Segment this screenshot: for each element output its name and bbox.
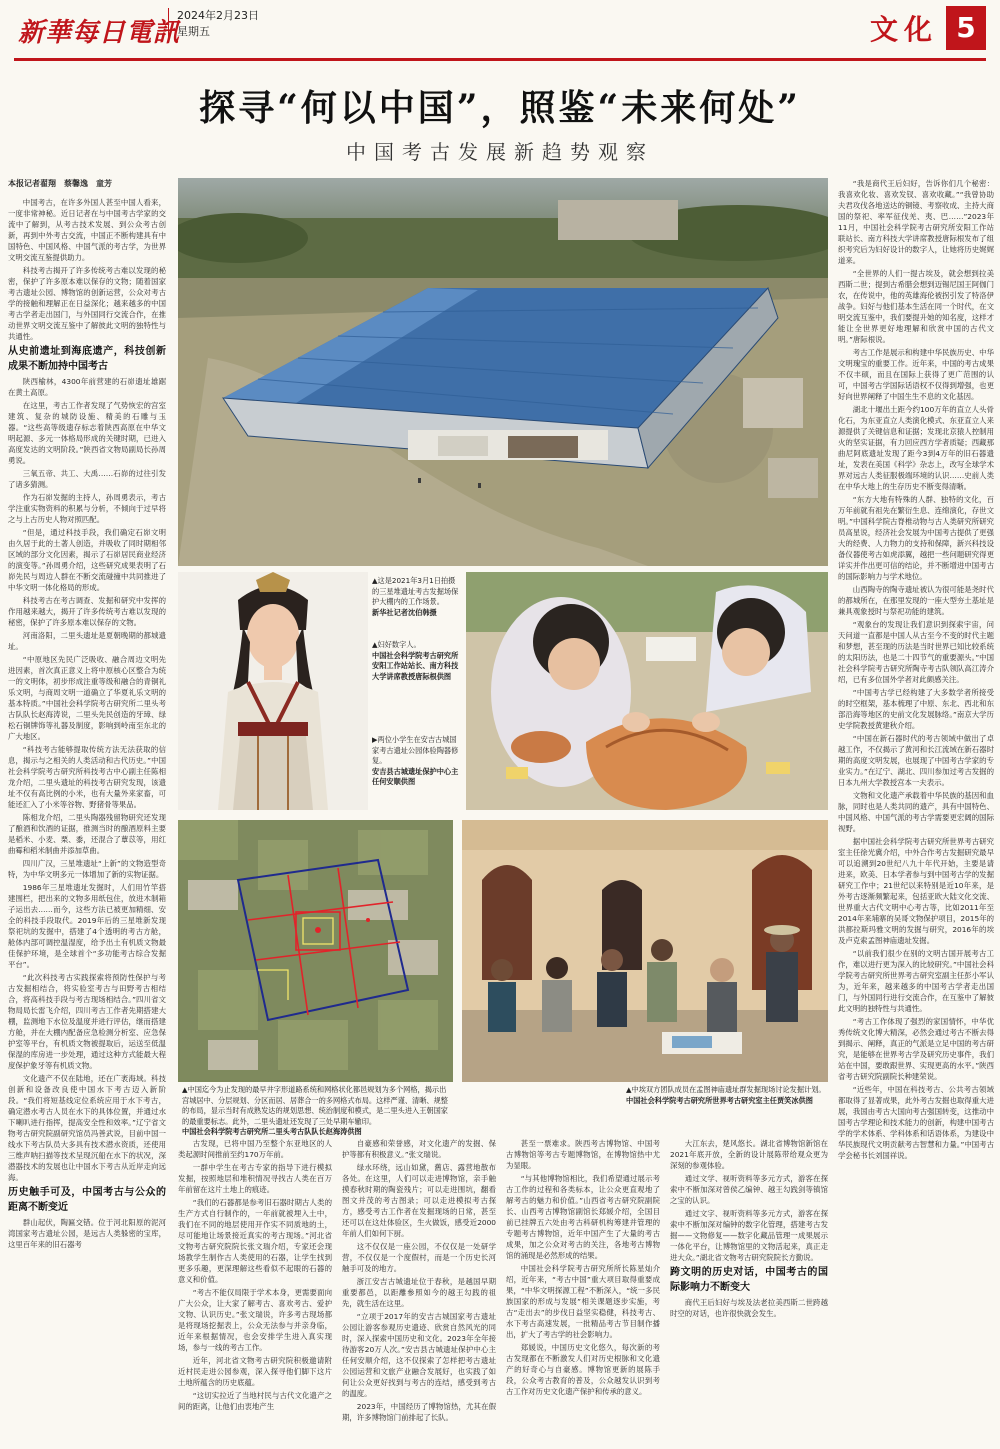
paragraph: 在这里，考古工作者发现了气势恢宏的宫室建筑、复杂的城防设施、精美的石雕与玉器。“这些高等级遗存标志着陕西高原在中华文明起源、多元一体格局形成的关键时期，已进入高度发达的文明阶段。”陕西省文物局副局长孙周勇说。 — [8, 401, 166, 465]
paragraph: 作为石峁发掘的主持人，孙周勇表示，考古学注重实物资料的积累与分析，不倾向于过早将之与上古历史人物对照匹配。 — [8, 493, 166, 524]
paragraph: “这切实拉近了当地村民与古代文化遗产之间的距离，让他们由衷地产生 — [178, 1391, 332, 1411]
paragraph: 古发现，已将中国乃至整个东亚地区的人类起源时间推前至约170万年前。 — [178, 1139, 332, 1159]
paragraph: 陈相龙介绍，二里头陶器残留物研究还发现了酿酒和饮酒的证据，推测当时的酿酒原料主要是稻米、小麦、栗、黍，还混合了蕈苡等，用红曲霉和稻米制曲并添加草曲。 — [8, 813, 166, 855]
article-column-3 — [342, 1138, 496, 1438]
paragraph: “我们的石器都是参考旧石器时期古人类的生产方式自行制作的，一年前就被埋入土中，我们在不同的地层使用开作实不同质地的土，尽可能地让场景接近真实的考古现场。”河北省文物考古研究院院长张文瑞介绍，专家还会现场教学生制作古人类使用的石器，让学生找到更多乐趣，更深理解这些看似不起眼的石器的意义和价值。 — [178, 1198, 332, 1284]
paragraph: 郑媛说，中国历史文化悠久，每次新的考古发现都在不断激发人们对历史根脉和文化遗产的好奇心与自豪感。博物馆更新的展陈手段，公众考古教育的普及，公众越发认识到考古工作对历史文化遗产保护和传承的意义。 — [506, 1343, 660, 1396]
paragraph: 陕西榆林，4300年前营建的石峁遗址雄踞在黄土高原。 — [8, 377, 166, 397]
paragraph: “以前我们很少在别的文明古国开展考古工作，难以进行更为深入的比较研究。”中国社会科学院考古研究所世界考古研究室副主任彭小军认为，近年来，越来越多的中国考古学者走出国门，与外国同行进行交流合作，在互鉴中了解彼此文明的独特性与共通性。 — [838, 949, 994, 1013]
article-column-2 — [178, 1138, 332, 1438]
paragraph: 河南洛阳，二里头遗址是夏朝晚期的都城遗址。 — [8, 631, 166, 651]
caption-erlitou-map — [182, 1085, 450, 1138]
caption-sanxingdui-text: ▲这是2021年3月1日拍摄的三星堆遗址考古发掘场保护大棚内的工作场景。 — [372, 576, 459, 606]
paragraph: “中国在新石器时代的考古领域中做出了卓越工作，不仅揭示了黄河和长江流域在新石器时期的高度文明发展，也展现了中国考古学家的专业实力。”在辽宁、湖北、四川参加过考古发掘的日本九州大学教授宫本一夫表示。 — [838, 734, 994, 787]
article-column-5-bottom — [670, 1138, 828, 1438]
paragraph: “中原地区先民广泛吸收、融合周边文明先进因素，首次真正意义上将中原核心区整合为统一的文明体，初步形成注重等级和融合的青铜礼乐文明，与商周文明一道确立了华夏礼乐文明的基本特质。”中国社会科学院考古研究所二里头考古队队长赵海涛说，二里头先民创造的牙璋、绿松石铜牌饰等礼器及制度，影响到岭南至东北的广大地区。 — [8, 655, 166, 741]
photo-erlitou-map — [178, 820, 453, 1082]
paragraph: 科技考古揭开了许多传统考古难以发现的秘密，保护了许多原本难以保存的文物；随着国家考古遗址公园、博物馆的创新运营，公众对考古学的接触和理解正在日益深化；越来越多的中国考古学者走出国门，与外国同行交流合作，在推动世界文明交流互鉴中了解彼此文明的独特性与共通性。 — [8, 266, 166, 341]
caption-egypt-team — [626, 1085, 826, 1106]
paragraph: “考古不能仅局限于学术本身，更需要面向广大公众，让大家了解考古、喜欢考古、爱护文物、认识历史。”张文瑞说，许多考古现场都是将现场挖掘表上，公众无法参与并亲身临，近年来根据情况，也会安排学生进入真实现场，参与一线的考古工作。 — [178, 1288, 332, 1352]
paragraph: 绿水环绕，远山如黛，舊店、露营地散布各处。在这里，人们可以走进博物馆，亲手触摸春秋时期的陶瓷残片；可以走进围坑，翻看图文并茂的考古图录；可以走进模拟考古探方，感受考古工作者在发掘现场的日常，甚至还可以在这灶体验区，生火做饭，感受近2000年前人们如何下厨。 — [342, 1163, 496, 1238]
section-title: 文化 — [869, 13, 938, 46]
paragraph: 通过文学、视听资料等多元方式，游客在探索中不断加深对曾侯乙编钟、越王勾践剑等镇馆之宝的认识。 — [670, 1174, 828, 1205]
page-number: 5 — [946, 6, 986, 50]
paragraph: 自豪感和荣誉感，对文化遗产的发掘、保护等都有积极意义。”张文瑞说。 — [342, 1139, 496, 1159]
byline: 本报记者翟翔 蔡馨逸 童芳 — [8, 179, 112, 188]
paragraph: 据中国社会科学院考古研究所世界考古研究室主任徐光冀介绍，中外合作考古发掘研究最早可以追溯到20世纪八九十年代开始，主要是请进来，欧美、日本学者参与到中国考古学的发掘研究工作中；21世纪以来特别是近10年来，是外考古逐渐频繁起来，包括亚欧大陆文化交流、世界重大古代文明中心考古等，比如2011年至2014年来埔寨的吴哥文物保护项目，2015年的洪都拉斯玛雅文明的发掘与研究，2016年的埃及卢克索孟图神庙遗址发掘。 — [838, 837, 994, 945]
caption-children-text: ▶两位小学生在安吉古城国家考古遗址公园体验陶器修复。 — [372, 735, 459, 765]
paragraph: 湖北十堰出土距今约100万年的直立人头骨化石，为东亚直立人类演化模式、东亚直立人来源提供了关键信息和证据；发现北京猿人控制用火的坚实证据，有力回应西方学者质疑；西藏那曲尼阿底遗址发现了距今3到4万年的旧石器遗址，发表在美国《科学》杂志上，改写全球学术界对远古人类征服极端环境的认识……史前人类在中华大地上的生存历史不断变得清晰。 — [838, 405, 994, 491]
paragraph: 文物和文化遗产承载着中华民族的基因和血脉，同时也是人类共同的遗产，具有中国特色、中国风格、中国气派的考古学需要更宏阔的国际视野。 — [838, 791, 994, 833]
photo-egypt-team — [462, 820, 828, 1082]
paragraph: 近年，河北省文物考古研究院积极邀请附近村民走进公园参观，深入探寻他们脚下这片土地所蕴含的历史底蕴。 — [178, 1356, 332, 1387]
article-column-1 — [8, 178, 166, 1433]
paragraph: “但是，通过科技手段，我们确定石峁文明由久居于此的土著人创造，并吸收了同时期相邻区域的部分文化因素，揭示了石峁居民商业经济的演变等。”孙周勇介绍，这些研究成果表明了石峁先民与周边人群在不断交流碰撞中共同推进了中华文明一体化格局的形成。 — [8, 528, 166, 592]
paragraph: “我是商代王后妇好，告诉你们几个秘密：我喜欢化妆、喜欢发钗、喜欢收藏。”“我曾协助夫君攻伐各地送达的铜镜、考察收成、主持大商国的祭祀、率军征伐羌、夷、巴……”2023年11月，中国社会科学院考古研究所安阳工作站联站长、南方科技大学讲席教授唐际根发布了组织考究后为妇好设计的数字人，让她将历史娓娓道来。 — [838, 179, 994, 265]
caption-erlitou-map-text: ▲中国迄今为止发现的最早井字形道路系统和网格状化都邑规划为多个网格，揭示出宫城居中、分层规划、分区而居、居葬合一的多网格式布局。这样严谨、清晰、规整的布局，显示当时有成熟发达的规划思想、统治制度和模式，是二里头进入王朝国家的最重要标志。此外，二里头遗址还发现了三处早期车辙印。 — [182, 1085, 448, 1126]
paragraph: 考古工作是展示和构建中华民族历史、中华文明瑰宝的重要工作。近年来，中国的考古成果不仅丰硕，而且在国际上获得了更广范围的认可，中国考古学国际话语权不仅得到增强，也更好向世界阐释了中国生生不息的文化基因。 — [838, 348, 994, 401]
caption-children — [372, 735, 462, 788]
paragraph: “立项于2017年的安吉古城国家考古遗址公园让游客参观历史遗迹、欣赏自然风光的同时，深入探索中国历史和文化。2023年全年接待游客20万人次。”安吉县古城遗址保护中心主任何安顺介绍，这不仅探索了怎样把考古遗址公园运营和文旅产业融合发展好，也实践了如何让公众更好找到与考古的连结，感受到考古的温度。 — [342, 1312, 496, 1398]
subheadline: 中国考古发展新趋势观察 — [346, 140, 654, 164]
issue-weekday: 星期五 — [177, 25, 210, 38]
date-block — [168, 8, 259, 40]
paragraph: 大江东去，楚风悠长。湖北省博物馆新馆在2021年底开放，全新的设计展陈带给观众更为深刻的参观体验。 — [670, 1139, 828, 1170]
caption-children-credit: 安吉县古城遗址保护中心主任何安顺供图 — [372, 766, 459, 786]
paragraph: “观象台的发现让我们意识到探索宇宙，问天问道一直都是中国人从古至今不变的时代主题和梦想，甚至现的历法是当时世界已知比较系统的太阳历法，也是二十四节气的重要源头。”中国社会科学院考古研究所陶寺考古队领队高江涛介绍，已有多位国外学者对此颇感关注。 — [838, 620, 994, 684]
caption-sanxingdui-credit: 新华社记者沈伯韩摄 — [372, 607, 437, 617]
masthead — [0, 0, 1000, 58]
paragraph: 2023年，中国经历了博物馆热，尤其在假期，许多博物馆门前排起了长队。 — [342, 1402, 496, 1422]
paragraph: “此次科技考古实践探索将预防性保护与考古发掘相结合，将实验室考古与田野考古相结合，将高科技手段与考古现场相结合。”四川省文物局局长雷飞介绍，四川考古工作者先期搭建大棚，监测地下水位及温度并进行评估，继而搭建方舱，并在大棚内配备应急检测分析室、应急保护室等平台，有机质文物被提取后，运送至低温保湿的库房进一步处理，通过这种方式能最大程度保护象牙等有机质文物。 — [8, 973, 166, 1070]
section-subhead-1: 从史前遗址到海底遗产，科技创新成果不断加持中国考古 — [8, 346, 166, 372]
paragraph: 一群中学生在考古专家的指导下进行模拟发掘，按照地层和堆积情况寻找古人类在百万年前留在这片土地上的痕迹。 — [178, 1163, 332, 1194]
newspaper-logo: 新華每日電訊 — [18, 18, 181, 48]
paragraph: “东方大地有特殊的人群、独特的文化，百万年前就有祖先在繁衍生息、连绵演化，存世文明。”中国科学院古脊椎动物与古人类研究所研究员高星说，经济社会发展为中国考古提供了更强大的经费、人力物力的支持和保障，新兴科技设备仪器使考古如虎添翼，越把一些问题研究得更详实并作出更可信的结论，并不断增进中国考古的国际影响力与学术地位。 — [838, 495, 994, 581]
caption-erlitou-map-credit: 中国社会科学院考古研究所二里头考古队队长赵海涛供图 — [182, 1127, 362, 1136]
caption-fuhao-text: ▲妇好数字人。 — [372, 640, 421, 649]
caption-sanxingdui — [372, 576, 462, 618]
paragraph: “中国考古学已经构建了大多数学者所接受的时空框架，基本梳理了中原、东北、西北和东部沿海等地区的史前文化发展脉络。”南京大学历史学院教授黄建秋介绍。 — [838, 688, 994, 730]
article-column-5 — [838, 178, 994, 1433]
paragraph: “近些年，中国在科技考古、公共考古领域都取得了显著成果，此外考古发掘也取得重大进展，我国由考古大国向考古强国转变，这推动中国考古学理论和技术能力的创新，构建中国考古学的学术体系、学科体系和话语体系，为建设中华民族现代文明贡献考古智慧和力量。”中国考古学会秘书长刘国祥说。 — [838, 1085, 994, 1160]
paragraph: 中国考古，在许多外国人甚至中国人看来，一度非常神秘。近日记者在与中国考古学家的交流中了解到，从考古技术发展、到公众考古创新，再到中外考古交流，中国正不断构建具有中国特色、中国风格、中国气派的考古学，为世界文明交流互鉴提供助力。 — [8, 198, 166, 262]
paragraph: “与其他博物馆相比，我们希望通过展示考古工作的过程和各类标本，让公众更直观地了解考古的魅力和价值。”山西省考古研究院副院长、山西考古博物馆副馆长郑媛介绍，全国目前已挂牌五六处由考古科研机构筹建并管理的专题考古博物馆，近年中国产生了大量的考古成果，加之公众对考古的关注，各地考古博物馆的涌现是必然形成的结果。 — [506, 1174, 660, 1260]
section-subhead-2: 历史触手可及，中国考古与公众的距离不断变近 — [8, 1187, 166, 1213]
caption-fuhao-credit: 中国社会科学院考古研究所安阳工作站站长、南方科技大学讲席教授唐际根供图 — [372, 650, 459, 681]
paragraph: 浙江安吉古城遗址位于春秋，是越国早期重要都邑，以距離參照如今的越王勾践的祖先，就生活在这里。 — [342, 1277, 496, 1308]
caption-egypt-team-credit: 中国社会科学院考古研究所世界考古研究室主任贾笑冰供图 — [626, 1095, 813, 1105]
paragraph: 群山起伏，陶匾交错。位于河北阳原的泥河湾国家考古遗址公园，是远古人类躲密的宝库，这里百年来的旧石器考 — [8, 1218, 166, 1249]
paragraph: “全世界的人们一提古埃及，就会想到拉美西斯二世；提到古希腊会想到迈锡尼国王阿伽门农，在传说中，他的英雄海伦被拐引发了特洛伊战争。妇好与他们基本生活在同一个时代，在文明交流互鉴中，我们要提升她的知名度，这样才能让全世界更好地理解和欣赏中国的古代文明。”唐际根说。 — [838, 269, 994, 344]
paragraph: 山西陶寺的陶寺遗址被认为很可能是尧时代的都城所在，在那里发现的一座大型夯土基址是兼具观象授时与祭祀功能的建筑。 — [838, 585, 994, 616]
paragraph: 四川广汉，三星堆遗址“上新”的文物造型奇特，为中华文明多元一体增加了新的实物证据。 — [8, 859, 166, 879]
paragraph: 通过文字、视听资料等多元方式，游客在探索中不断加深对编钟的数字化管理，搭建考古发掘——文物修复——数字化藏品管理一成果展示一体化平台，让博物馆里的文物活起来，真正走进大众。”湖北省文物考古研究院院长方勤说。 — [670, 1209, 828, 1262]
caption-egypt-team-text: ▲中埃双方团队成员在孟图神庙遗址群发掘现场讨论发掘计划。 — [626, 1085, 826, 1094]
caption-fuhao — [372, 640, 462, 682]
paragraph: “科技考古能够提取传统方法无法获取的信息，揭示与之相关的人类活动和古代历史。”中国社会科学院考古研究所科技考古中心副主任陈相龙介绍，二里头遗址的科技考古研究发现，该遗址不仅有高比例的小米，也有大量外来家畜，可能还汇入了小米等谷物、野猪骨等果品。 — [8, 745, 166, 809]
paragraph: 三氧五帝、共工、大禹……石峁的过往引发了诸多猜测。 — [8, 469, 166, 489]
paragraph: 甚至一票难求。陕西考古博物馆、中国考古博物馆等考古专题博物馆，在博物馆热中尤为显眼。 — [506, 1139, 660, 1170]
paragraph: 1986年三星堆遗址发掘时，人们用竹竿搭建围栏，把出来的文物多用纸包住，放进木制箱子运出去……而今，这些方法已被更加精细、安全的科技手段取代。2019年后的三星堆新发现祭祀坑的发掘中，搭建了4个透明的考古方舱，舱体内部可调控温湿度，给予出土有机质文物最佳保护环境，是全球首个“多功能考古综合发掘平台”。 — [8, 883, 166, 969]
article-column-4 — [506, 1138, 660, 1438]
paragraph: 中国社会科学院考古研究所所长陈星灿介绍，近年来，“考古中国”重大项目取得重要成果，“中华文明探源工程”不断深入，“统一多民族国家的形成与发展”相关课题逐步实施，考古“走出去”的步伐日益坚实稳健，科技考古、水下考古高速发展，一批精品考古节目制作播出，扩大了考古学的社会影响力。 — [506, 1264, 660, 1339]
section-subhead-3: 跨文明的历史对话，中国考古的国际影响力不断变大 — [670, 1267, 828, 1293]
issue-date: 2024年2月23日 — [177, 9, 259, 22]
photo-fuhao-digital-human — [178, 572, 368, 810]
paragraph: 这不仅仅是一座公园，不仅仅是一处研学营，不仅仅是一个度假村，而是一个历史长河触手可及的地方。 — [342, 1242, 496, 1273]
paragraph: 文化遗产不仅在陆地，还在广袤海域。科技创新和设备改良使中国水下考古迈入新阶段。“我们将短基线定位系统应用于水下考古，确定潜水考古人员在水下的具体位置，并通过水下喇叭进行指挥，提高安全性和效率。”辽宁省文物考古研究院副研究馆员冯善武说，目前中国一线水下考古队员大多具有技术潜水资质，还使用三维声呐扫描等技术呈现沉船在水下的状况，深潜器技术的发展也让中国水下考古从近岸走向远海。 — [8, 1074, 166, 1182]
masthead-rule — [14, 58, 986, 61]
headline: 探寻“何以中国”，照鉴“未来何处” — [199, 87, 801, 129]
paragraph: 科技考古在考古调查、发掘和研究中发挥的作用越来越大，揭开了许多传统考古难以发现的秘密，保护了许多原本难以保存的文物。 — [8, 596, 166, 627]
photo-children-pottery — [466, 572, 828, 810]
photo-sanxingdui-shelter — [178, 178, 828, 566]
paragraph: “考古工作体现了强烈的家国情怀，中华优秀传统文化博大精深，必然会通过考古不断去得到揭示、阐释，真正的气派是立足中国的考古研究，是能够在世界考古学及研究历史事件，我们站在中国，要敢跟世界、实现更高的水平。”陕西省考古研究院副院长种建荣说。 — [838, 1017, 994, 1081]
paragraph: 商代王后妇好与埃及法老拉美西斯二世跨越时空的对话，也许很快就会发生。 — [670, 1298, 828, 1318]
